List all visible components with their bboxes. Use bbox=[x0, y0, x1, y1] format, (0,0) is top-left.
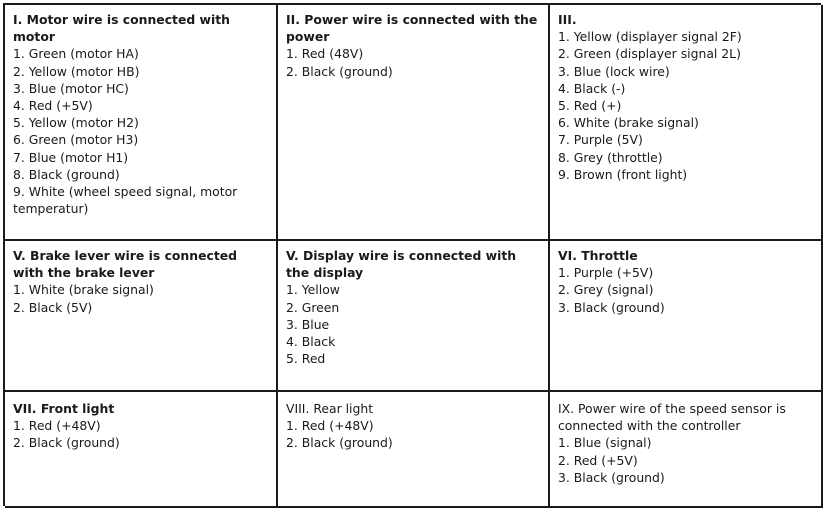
cell-title: II. Power wire is connected with the power bbox=[286, 12, 538, 45]
cell-rear-light bbox=[278, 392, 550, 508]
list-item: 1. Yellow bbox=[286, 282, 340, 298]
list-item: 1. Purple (+5V) bbox=[558, 265, 654, 281]
list-item: 7. Blue (motor H1) bbox=[13, 149, 129, 165]
list-item: 2. Green bbox=[286, 299, 340, 315]
list-item: 3. Black (ground) bbox=[558, 299, 665, 315]
list-item: 1. White (brake signal) bbox=[13, 282, 154, 298]
list-item: 5. Red bbox=[286, 351, 326, 367]
cell-controller-wire bbox=[550, 5, 823, 241]
cell-brake-lever-wire bbox=[5, 241, 278, 392]
list-item: 4. Black bbox=[286, 334, 336, 350]
cell-power-wire bbox=[278, 5, 550, 241]
wiring-table bbox=[3, 3, 821, 506]
cell-title: VI. Throttle bbox=[558, 248, 638, 263]
list-item: 5. Yellow (motor H2) bbox=[13, 115, 139, 131]
list-item: 5. Red (+) bbox=[558, 98, 622, 114]
list-item: 1. Red (+48V) bbox=[13, 418, 101, 434]
list-item: 2. Yellow (motor HB) bbox=[13, 63, 140, 79]
list-item: 3. Blue (motor HC) bbox=[13, 80, 129, 96]
list-item: 6. Green (motor H3) bbox=[13, 132, 139, 148]
cell-throttle bbox=[550, 241, 823, 392]
list-item: 9. Brown (front light) bbox=[558, 166, 688, 182]
list-item: 1. Yellow (displayer signal 2F) bbox=[558, 29, 742, 45]
cell-speed-sensor-power bbox=[550, 392, 823, 508]
list-item: 4. Red (+5V) bbox=[13, 98, 93, 114]
list-item: 2. Black (ground) bbox=[286, 63, 393, 79]
list-item: 3. Blue (lock wire) bbox=[558, 63, 670, 79]
list-item: 2. Green (displayer signal 2L) bbox=[558, 46, 741, 62]
list-item: 8. Black (ground) bbox=[13, 166, 120, 182]
list-item: 2. Black (ground) bbox=[13, 435, 120, 451]
list-item: 9. White (wheel speed signal, motor temperatur) bbox=[13, 184, 242, 217]
list-item: 1. Red (48V) bbox=[286, 46, 364, 62]
list-item: 2. Black (ground) bbox=[286, 435, 393, 451]
cell-title: I. Motor wire is connected with motor bbox=[13, 12, 230, 45]
cell-motor-wire bbox=[5, 5, 278, 241]
cell-title: III. bbox=[558, 12, 577, 27]
list-item: 1. Blue (signal) bbox=[558, 435, 652, 451]
cell-title: IX. Power wire of the speed sensor is connected with the controller bbox=[558, 401, 786, 434]
list-item: 1. Red (+48V) bbox=[286, 418, 374, 434]
list-item: 2. Grey (signal) bbox=[558, 282, 654, 298]
list-item: 2. Red (+5V) bbox=[558, 452, 638, 468]
list-item: 8. Grey (throttle) bbox=[558, 149, 663, 165]
cell-title: V. Brake lever wire is connected with the brake lever bbox=[13, 248, 238, 281]
cell-title: VIII. Rear light bbox=[286, 401, 374, 416]
list-item: 4. Black (-) bbox=[558, 80, 626, 96]
list-item: 1. Green (motor HA) bbox=[13, 46, 139, 62]
list-item: 3. Black (ground) bbox=[558, 469, 665, 485]
cell-title: V. Display wire is connected with the display bbox=[286, 248, 517, 281]
cell-display-wire bbox=[278, 241, 550, 392]
list-item: 2. Black (5V) bbox=[13, 299, 93, 315]
list-item: 7. Purple (5V) bbox=[558, 132, 643, 148]
cell-title: VII. Front light bbox=[13, 401, 115, 416]
list-item: 6. White (brake signal) bbox=[558, 115, 699, 131]
cell-front-light bbox=[5, 392, 278, 508]
list-item: 3. Blue bbox=[286, 316, 330, 332]
